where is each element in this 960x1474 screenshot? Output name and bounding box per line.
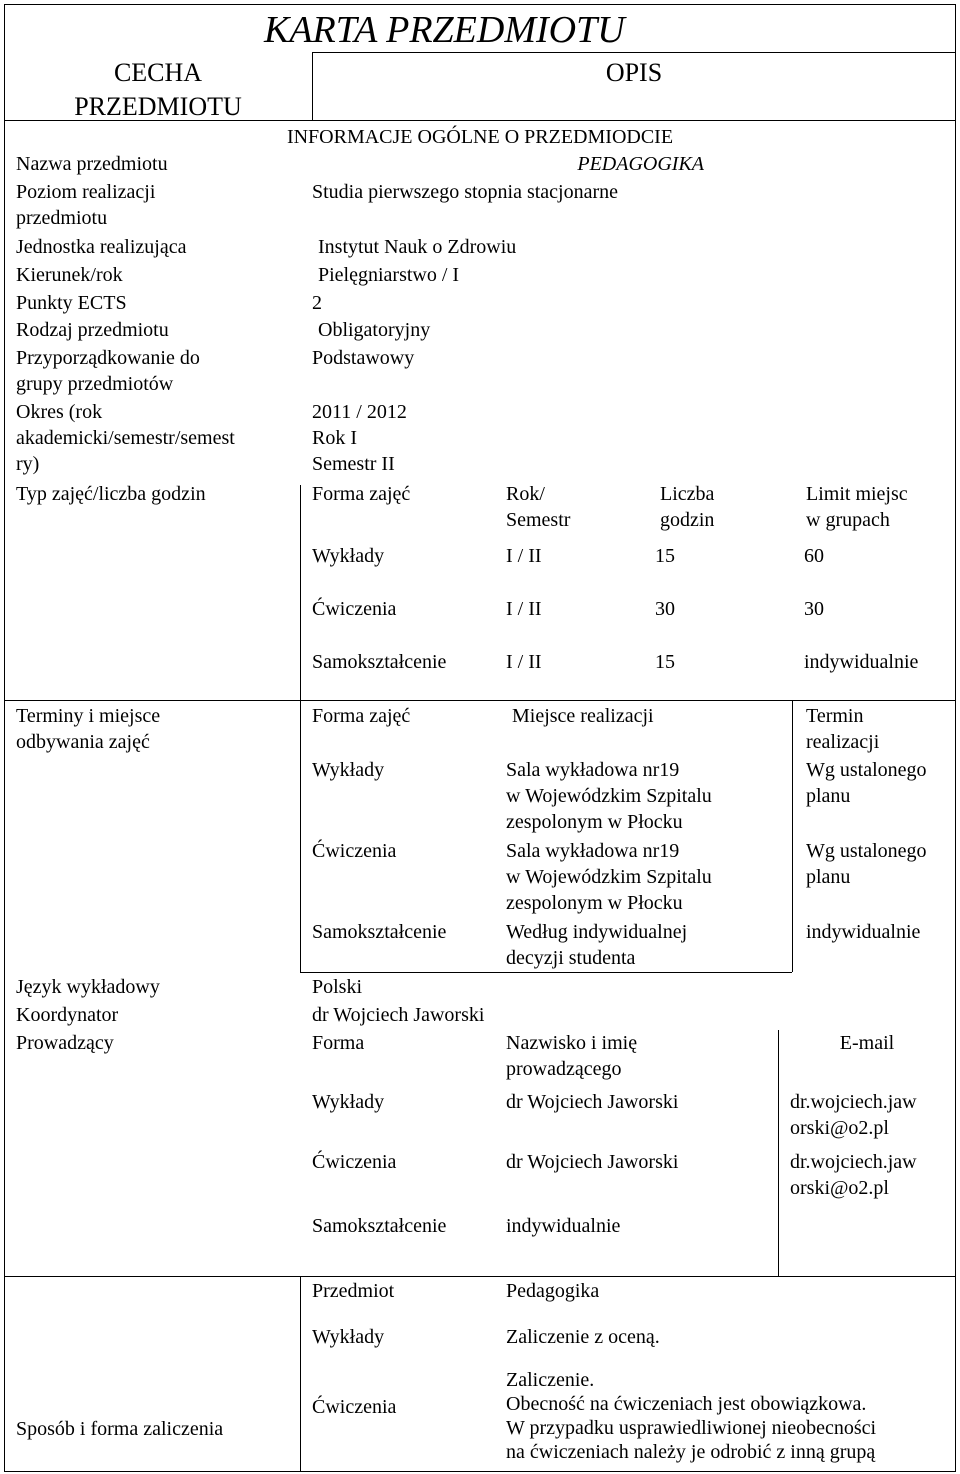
kierunek-value: Pielęgniarstwo / I	[318, 264, 460, 286]
zaliczenie-cwiczenia-value: Zaliczenie. Obecność na ćwiczeniach jest obowiązkowa. W przypadku usprawiedliwionej nieobecności na ćwiczeniach należy je odrobić z inną grupą	[506, 1369, 877, 1463]
typ-row-godziny: 30	[655, 598, 675, 620]
terminy-row-forma: Wykłady	[312, 759, 385, 781]
frame-line	[300, 972, 792, 973]
frame-line	[4, 1471, 956, 1472]
jezyk-label: Język wykładowy	[16, 976, 160, 998]
poziom-label: Poziom realizacji przedmiotu	[16, 181, 156, 229]
typ-row-rok: I / II	[506, 651, 542, 673]
prowadzacy-row-forma: Samokształcenie	[312, 1215, 447, 1237]
typ-row-rok: I / II	[506, 598, 542, 620]
poziom-value: Studia pierwszego stopnia stacjonarne	[312, 181, 619, 203]
terminy-row-forma: Ćwiczenia	[312, 840, 397, 862]
prowadzacy-row-forma: Wykłady	[312, 1091, 385, 1113]
frame-line	[4, 1276, 956, 1277]
terminy-header-termin: Termin realizacji	[806, 705, 880, 753]
document-title: KARTA PRZEDMIOTU	[264, 9, 625, 51]
przyporzadkowanie-label: Przyporządkowanie do grupy przedmiotów	[16, 347, 200, 395]
prowadzacy-row-nazwisko: indywidualnie	[506, 1215, 621, 1237]
okres-label: Okres (rok akademicki/semestr/semest ry)	[16, 401, 235, 475]
zaliczenie-przedmiot-value: Pedagogika	[506, 1280, 600, 1302]
zaliczenie-przedmiot-label: Przedmiot	[312, 1280, 395, 1302]
prowadzacy-row-forma: Ćwiczenia	[312, 1151, 397, 1173]
typ-row-limit: indywidualnie	[804, 651, 919, 673]
section-title: INFORMACJE OGÓLNE O PRZEDMIODCIE	[286, 126, 674, 148]
frame-line	[792, 700, 793, 972]
prowadzacy-row-email: dr.wojciech.jaw orski@o2.pl	[790, 1151, 917, 1199]
prowadzacy-row-nazwisko: dr Wojciech Jaworski	[506, 1091, 679, 1113]
typ-row-forma: Wykłady	[312, 545, 385, 567]
typ-row-forma: Samokształcenie	[312, 651, 447, 673]
frame-line	[4, 700, 956, 701]
header-cecha: CECHA PRZEDMIOTU	[74, 58, 242, 121]
przyporzadkowanie-value: Podstawowy	[312, 347, 415, 369]
typ-row-godziny: 15	[655, 545, 675, 567]
zaliczenie-wyklady-label: Wykłady	[312, 1326, 385, 1348]
typ-row-forma: Ćwiczenia	[312, 598, 397, 620]
prowadzacy-row-nazwisko: dr Wojciech Jaworski	[506, 1151, 679, 1173]
nazwa-label: Nazwa przedmiotu	[16, 153, 168, 175]
ects-value: 2	[312, 292, 322, 314]
nazwa-value: PEDAGOGIKA	[577, 153, 704, 175]
frame-line	[300, 700, 301, 972]
prowadzacy-header-forma: Forma	[312, 1032, 365, 1054]
zaliczenie-label: Sposób i forma zaliczenia	[16, 1418, 224, 1440]
koordynator-value: dr Wojciech Jaworski	[312, 1004, 485, 1026]
typ-header-limit: Limit miejsc w grupach	[806, 483, 908, 531]
prowadzacy-header-email: E-mail	[839, 1032, 895, 1054]
frame-line	[300, 1276, 301, 1472]
terminy-label: Terminy i miejsce odbywania zajęć	[16, 705, 161, 753]
header-opis: OPIS	[605, 58, 663, 87]
jezyk-value: Polski	[312, 976, 363, 998]
terminy-row-termin: Wg ustalonego planu	[806, 840, 927, 888]
frame-line	[955, 4, 956, 1472]
frame-line	[4, 4, 956, 5]
rodzaj-value: Obligatoryjny	[318, 319, 431, 341]
frame-line	[300, 485, 301, 700]
terminy-header-forma: Forma zajęć	[312, 705, 411, 727]
zaliczenie-wyklady-value: Zaliczenie z oceną.	[506, 1326, 660, 1348]
jednostka-value: Instytut Nauk o Zdrowiu	[318, 236, 517, 258]
prowadzacy-header-nazwisko: Nazwisko i imię prowadzącego	[506, 1032, 638, 1080]
prowadzacy-row-email: dr.wojciech.jaw orski@o2.pl	[790, 1091, 917, 1139]
terminy-row-termin: Wg ustalonego planu	[806, 759, 927, 807]
typ-row-godziny: 15	[655, 651, 675, 673]
typ-row-rok: I / II	[506, 545, 542, 567]
jednostka-label: Jednostka realizująca	[16, 236, 187, 258]
terminy-row-miejsce: Według indywidualnej decyzji studenta	[506, 921, 688, 969]
rodzaj-label: Rodzaj przedmiotu	[16, 319, 169, 341]
frame-line	[778, 1030, 779, 1276]
typ-row-limit: 30	[804, 598, 824, 620]
typ-label: Typ zajęć/liczba godzin	[16, 483, 206, 505]
terminy-row-miejsce: Sala wykładowa nr19 w Wojewódzkim Szpitalu zespolonym w Płocku	[506, 840, 712, 914]
terminy-row-forma: Samokształcenie	[312, 921, 447, 943]
terminy-row-termin: indywidualnie	[806, 921, 921, 943]
typ-header-godziny: Liczba godzin	[660, 483, 715, 531]
koordynator-label: Koordynator	[16, 1004, 119, 1026]
zaliczenie-cwiczenia-label: Ćwiczenia	[312, 1396, 397, 1418]
ects-label: Punkty ECTS	[16, 292, 127, 314]
typ-header-rok: Rok/ Semestr	[506, 483, 571, 531]
terminy-row-miejsce: Sala wykładowa nr19 w Wojewódzkim Szpitalu zespolonym w Płocku	[506, 759, 712, 833]
okres-value: 2011 / 2012 Rok I Semestr II	[312, 401, 407, 475]
frame-line	[312, 52, 956, 53]
typ-header-forma: Forma zajęć	[312, 483, 411, 505]
terminy-header-miejsce: Miejsce realizacji	[512, 705, 654, 727]
kierunek-label: Kierunek/rok	[16, 264, 123, 286]
prowadzacy-label: Prowadzący	[16, 1032, 114, 1054]
frame-line	[4, 4, 5, 1472]
typ-row-limit: 60	[804, 545, 824, 567]
